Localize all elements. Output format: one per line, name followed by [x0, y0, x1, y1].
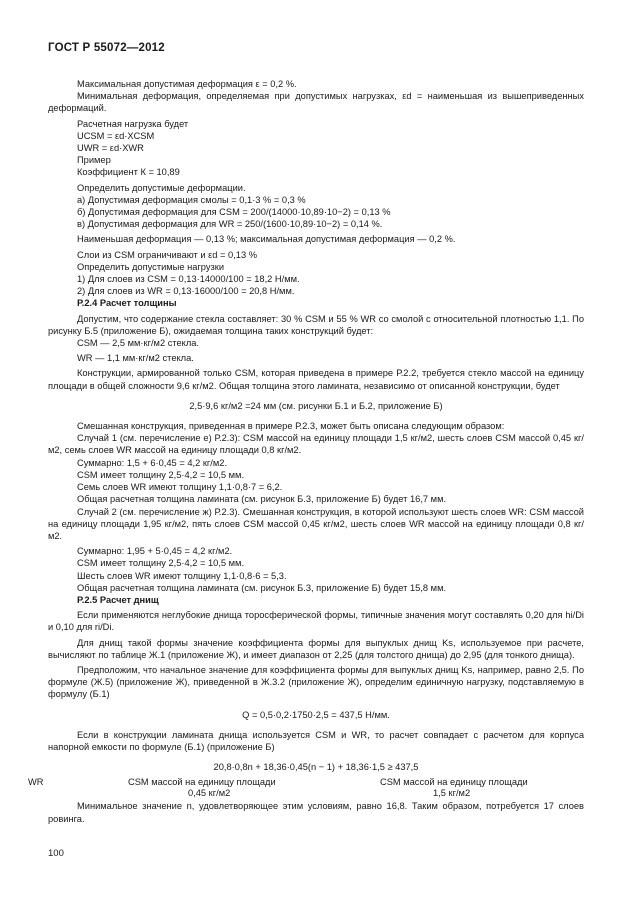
text-line: Семь слоев WR имеют толщину 1,1·0,8·7 = 6,2.: [77, 482, 283, 493]
document-header: [48, 42, 165, 54]
text-paragraph: Для днищ такой формы значение коэффициента формы для выпуклых днищ Ks, используемое при расчете, вычисляют по таблице Ж.1 (приложение Ж), и имеет диапазон от 2,25 (для толстого днища) до 2,95 (для тонкого днища).: [48, 637, 584, 660]
label-csm-2: CSM массой на единицу площади: [380, 777, 528, 788]
text-line: Шесть слоев WR имеют толщину 1,1·0,8·6 = 5,3.: [77, 570, 287, 581]
text-paragraph: Минимальное значение n, удовлетворяющее этим условиям, равно 16,8. Таким образом, потребуется 17 слоев ровинга.: [48, 801, 584, 824]
example-label: Пример: [77, 155, 111, 166]
text-paragraph: Конструкции, армированной только CSM, которая приведена в примере Р.2.2, требуется стекло массой на единицу площади в общей сложности 9,6 кг/м2. Общая толщина этого ламината, независимо от описанной конструкции, будет: [48, 368, 584, 391]
text-line: Суммарно: 1,5 + 6·0,45 = 4,2 кг/м2.: [77, 457, 228, 468]
text-line: CSM — 2,5 мм·кг/м2 стекла.: [77, 338, 200, 349]
text-line: Смешанная конструкция, приведенная в примере Р.2.3, может быть описана следующим образом:: [77, 421, 505, 432]
text-line: WR — 1,1 мм·кг/м2 стекла.: [77, 353, 194, 364]
formula-centered: 20,8·0,8n + 18,36·0,45(n − 1) + 18,36·1,5 ≥ 437,5: [213, 762, 419, 773]
text-line: Общая расчетная толщина ламината (см. рисунок Б.3, приложение Б) будет 16,7 мм.: [77, 494, 447, 505]
text-line: 1) Для слоев из CSM = 0,13·14000/100 = 18,2 Н/мм.: [77, 274, 300, 285]
text-line: 2) Для слоев из WR = 0,13·16000/100 = 20,8 Н/мм.: [77, 286, 295, 297]
text-line: Определить допустимые деформации.: [77, 182, 246, 193]
text-paragraph: Предположим, что начальное значение для коэффициента формы для выпуклых днищ Ks, например, равно 2,5. По формуле (Ж.5) (приложение Ж), приведенной в Ж.3.2 (приложение Ж), определим единичную нагрузку, подставляемую в формулу (Б.1): [48, 664, 584, 700]
text-line: Суммарно: 1,95 + 5·0,45 = 4,2 кг/м2.: [77, 546, 233, 557]
text-paragraph: Если в конструкции ламината днища используется CSM и WR, то расчет совпадает с расчетом для корпуса напорной емкости по формуле (Б.1) (приложение Б): [48, 729, 584, 752]
text-line: Расчетная нагрузка будет: [77, 118, 189, 129]
text-paragraph: Допустим, что содержание стекла составляет: 30 % CSM и 55 % WR со смолой с относительной плотностью 1,1. По рисунку Б.5 (приложение Б), ожидаемая толщина таких конструкций будет:: [48, 313, 584, 336]
label-wr: WR: [28, 777, 44, 788]
formula-term-labels: [28, 776, 584, 800]
formula-line: UCSM = εd·XCSM: [77, 130, 155, 141]
text-line: Определить допустимые нагрузки: [77, 261, 225, 272]
text-line: CSM имеет толщину 2,5·4,2 = 10,5 мм.: [77, 558, 245, 569]
text-paragraph: Если применяются неглубокие днища торосферической формы, типичные значения могут составлять 0,20 для hi/Di и 0,10 для ri/Di.: [48, 610, 584, 633]
standard-title: ГОСТ Р 55072—2012: [48, 42, 165, 54]
formula-centered: Q = 0,5·0,2·1750·2,5 = 437,5 Н/мм.: [242, 709, 390, 720]
text-line: CSM имеет толщину 2,5·4,2 = 10,5 мм.: [77, 469, 245, 480]
label-csm-1: CSM массой на единицу площади: [128, 777, 276, 788]
text-line: в) Допустимая деформация для WR = 250/(1600·10,89·10−2) = 0,14 %.: [77, 219, 383, 230]
text-line: Общая расчетная толщина ламината (см. рисунок Б.3, приложение Б) будет 15,8 мм.: [77, 582, 447, 593]
text-paragraph: Случай 1 (см. перечисление е) Р.2.3): CSM массой на единицу площади 1,5 кг/м2, шесть слоев CSM массой 0,45 кг/м2, семь слоев WR массой на единицу площади 0,8 кг/м2.: [48, 433, 584, 456]
text-paragraph: Минимальная деформация, определяемая при допустимых нагрузках, εd = наименьшая из вышеприведенных деформаций.: [48, 91, 584, 114]
text-line: Коэффициент К = 10,89: [77, 167, 180, 178]
text-line: Слои из CSM ограничивают и εd = 0,13 %: [77, 249, 257, 260]
document-body: [28, 78, 584, 825]
text-paragraph: Случай 2 (см. перечисление ж) Р.2.3). Смешанная конструкция, в которой используют шесть слоев WR: CSM массой на единицу площади 1,95 кг/м2, пять слоев CSM массой 0,45 кг/м2, шесть слоев WR массой на единицу площади 0,8 кг/м2.: [48, 506, 584, 541]
label-value-1: 0,45 кг/м2: [188, 788, 231, 799]
text-line: б) Допустимая деформация для CSM = 200/(14000·10,89·10−2) = 0,13 %: [77, 207, 391, 218]
section-heading: Р.2.5 Расчет днищ: [77, 594, 159, 605]
label-value-2: 1,5 кг/м2: [433, 788, 471, 799]
formula-centered: 2,5·9,6 кг/м2 =24 мм (см. рисунки Б.1 и Б.2, приложение Б): [189, 400, 443, 411]
text-line: Наименьшая деформация — 0,13 %; максимальная допустимая деформация — 0,2 %.: [77, 234, 456, 245]
page-number: 100: [48, 848, 64, 859]
section-heading: Р.2.4 Расчет толщины: [77, 298, 177, 309]
text-line: Максимальная допустимая деформация ε = 0,2 %.: [77, 79, 297, 89]
text-line: а) Допустимая деформация смолы = 0,1·3 % = 0,3 %: [77, 194, 306, 205]
formula-line: UWR = εd·XWR: [77, 143, 144, 154]
